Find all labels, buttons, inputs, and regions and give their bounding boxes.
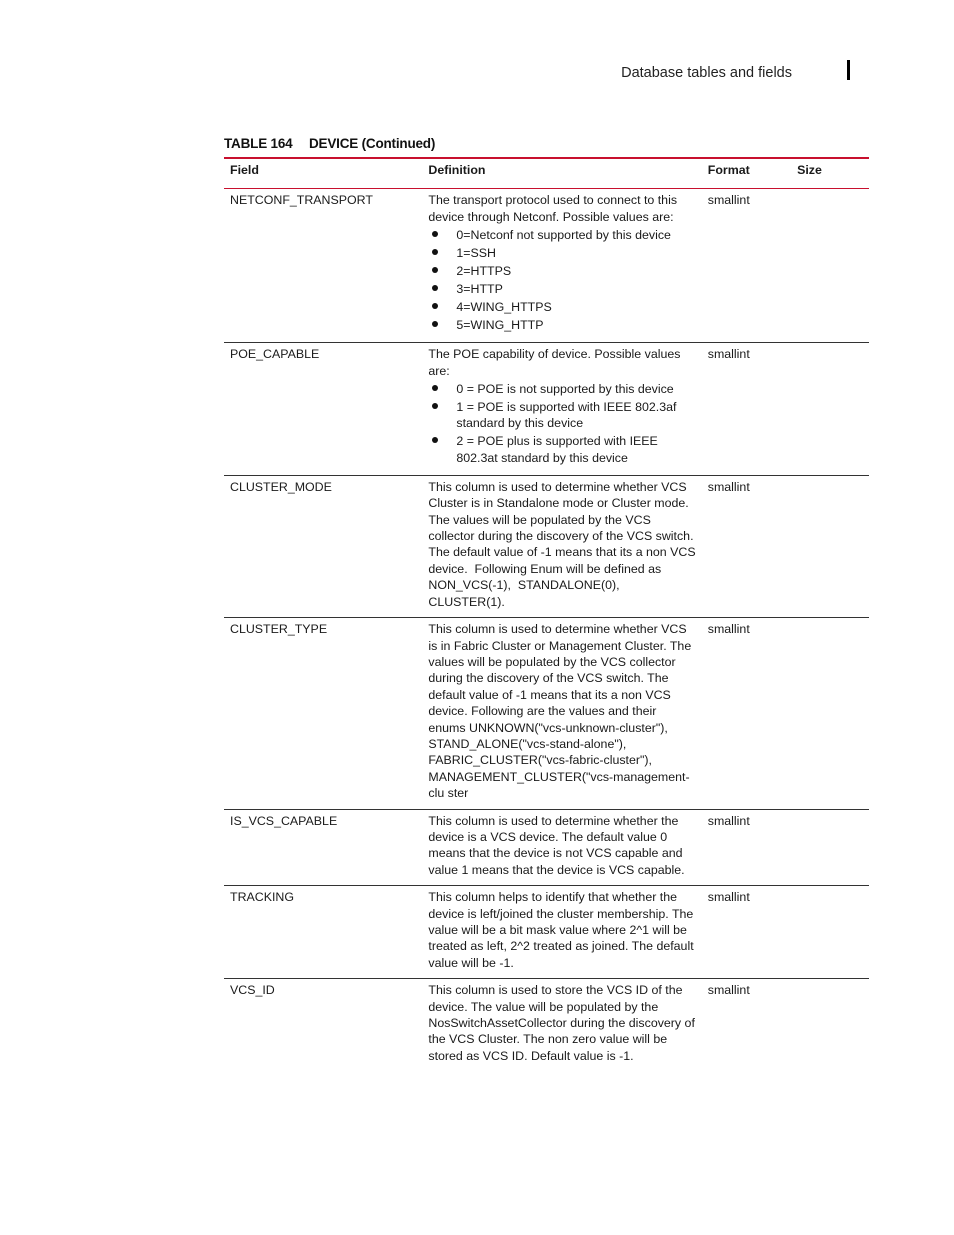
definition-bullet-item: 3=HTTP <box>428 281 695 297</box>
cell-size <box>791 886 869 979</box>
definition-bullet-item: 0=Netconf not supported by this device <box>428 227 695 243</box>
cell-field: IS_VCS_CAPABLE <box>224 809 422 886</box>
cell-definition <box>422 189 701 343</box>
definition-bullet-item: 1 = POE is supported with IEEE 802.3af standard by this device <box>428 399 695 432</box>
cell-definition <box>422 618 701 809</box>
table-caption-label: TABLE 164 <box>224 136 293 151</box>
definition-bullet-list <box>428 227 695 333</box>
definition-text: This column helps to identify that whether the device is left/joined the cluster membership. The value will be a bit mask value where 2^1 will be treated as left, 2^2 treated as joined. The default value will be -1. <box>428 890 698 970</box>
table-row <box>224 886 869 979</box>
table-header-row <box>224 158 869 189</box>
column-header-field: Field <box>224 158 422 189</box>
cell-field: POE_CAPABLE <box>224 343 422 476</box>
column-header-size: Size <box>791 158 869 189</box>
cell-format: smallint <box>702 343 791 476</box>
table-row <box>224 979 869 1072</box>
cell-definition <box>422 979 701 1072</box>
device-table-container <box>224 157 869 1071</box>
definition-bullet-item: 4=WING_HTTPS <box>428 299 695 315</box>
definition-bullet-item: 0 = POE is not supported by this device <box>428 381 695 397</box>
cell-definition <box>422 809 701 886</box>
cell-size <box>791 618 869 809</box>
column-header-format: Format <box>702 158 791 189</box>
definition-text: The transport protocol used to connect to this device through Netconf. Possible values are: <box>428 193 681 224</box>
cell-field: TRACKING <box>224 886 422 979</box>
cell-format: smallint <box>702 886 791 979</box>
cell-format: smallint <box>702 189 791 343</box>
table-row <box>224 618 869 809</box>
table-row <box>224 475 869 617</box>
cell-size <box>791 343 869 476</box>
definition-text: This column is used to store the VCS ID of the device. The value will be populated by the NosSwitchAssetCollector during the discovery of the VCS Cluster. The non zero value will be stored as VCS ID. Default value is -1. <box>428 983 699 1063</box>
table-caption <box>224 136 435 151</box>
cell-format: smallint <box>707 983 750 998</box>
table-row <box>224 189 869 343</box>
definition-bullet-item: 2 = POE plus is supported with IEEE 802.3at standard by this device <box>428 433 695 466</box>
cell-field: VCS_ID <box>230 983 275 998</box>
page-header-title: Database tables and fields <box>621 65 792 81</box>
cell-field: NETCONF_TRANSPORT <box>224 189 422 343</box>
table-row <box>224 343 869 476</box>
cell-format: smallint <box>702 809 791 886</box>
cell-format: smallint <box>702 618 791 809</box>
definition-text: This column is used to determine whether VCS is in Fabric Cluster or Management Cluster. The values will be populated by the VCS collector during the discovery of the VCS switch. The default value of -1 means that its a non VCS device. Following are the values and their enums UNKNOWN("vcs-unknown-cluster"), STAND_ALONE("vcs-stand-alone"), FABRIC_CLUSTER("vcs-fabric-cluster"), MANAGEMENT_CLUSTER("vcs-management-clu ster <box>428 622 695 801</box>
cell-format: smallint <box>702 475 791 617</box>
definition-bullet-list <box>428 381 695 466</box>
cell-definition <box>422 475 701 617</box>
definition-text: The POE capability of device. Possible values are: <box>428 347 684 378</box>
definition-bullet-item: 1=SSH <box>428 245 695 261</box>
definition-bullet-item: 2=HTTPS <box>428 263 695 279</box>
table-caption-title: DEVICE (Continued) <box>309 136 436 151</box>
device-table <box>224 157 869 1071</box>
header-marker-bar <box>847 60 850 80</box>
cell-size <box>791 809 869 886</box>
cell-size <box>791 475 869 617</box>
cell-definition <box>422 343 701 476</box>
definition-text: This column is used to determine whether the device is a VCS device. The default value 0 means that the device is not VCS capable and value 1 means that the device is VCS capable. <box>428 813 686 877</box>
cell-field: CLUSTER_TYPE <box>224 618 422 809</box>
cell-definition <box>422 886 701 979</box>
column-header-definition: Definition <box>422 158 701 189</box>
table-body <box>224 189 869 1071</box>
cell-size <box>791 979 869 1072</box>
cell-size <box>791 189 869 343</box>
cell-field: CLUSTER_MODE <box>224 475 422 617</box>
table-row <box>224 809 869 886</box>
definition-bullet-item: 5=WING_HTTP <box>428 317 695 333</box>
definition-text: This column is used to determine whether VCS Cluster is in Standalone mode or Cluster mode. The values will be populated by the VCS collector during the discovery of the VCS switch. The default value of -1 means that its a non VCS device. Following Enum will be defined as NON_VCS(-1), STANDALONE(0), CLUSTER(1). <box>428 479 700 609</box>
